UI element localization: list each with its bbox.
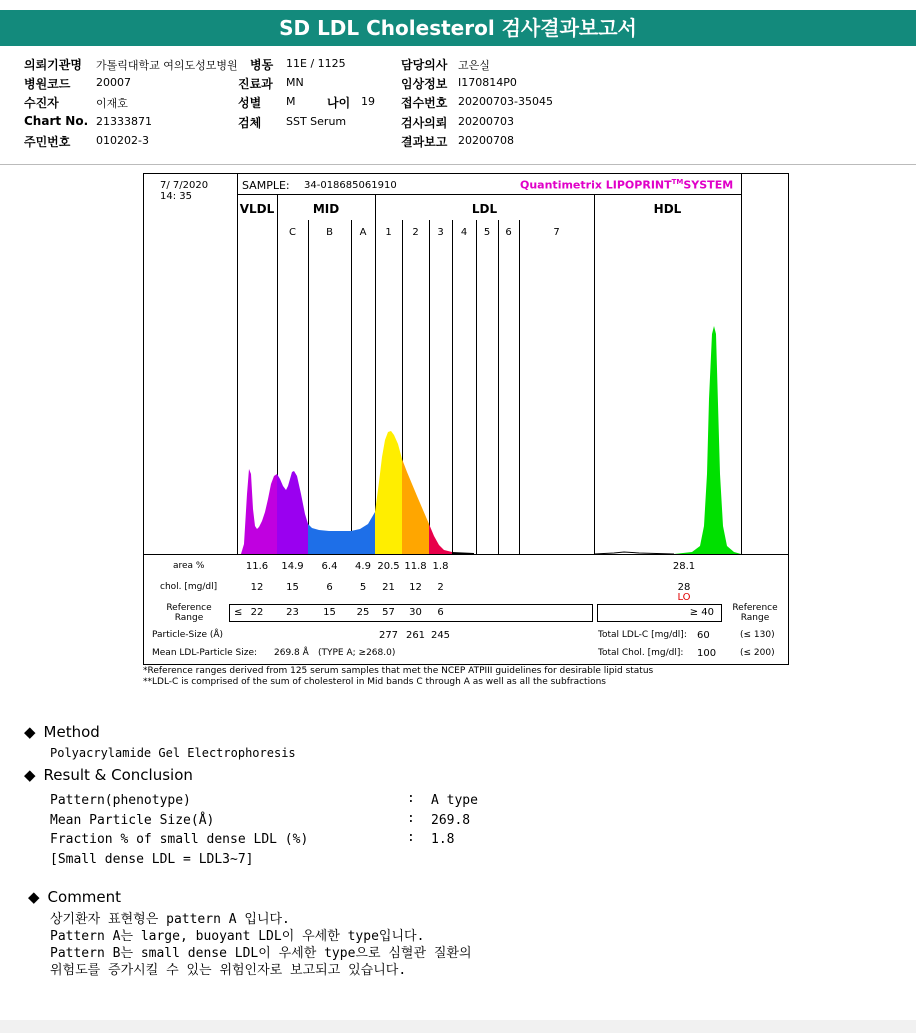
comment-line: 위험도를 증가시킬 수 있는 위험인자로 보고되고 있습니다. (50, 963, 407, 978)
band-b-label: B (326, 227, 333, 238)
specimen-value: SST Serum (286, 115, 347, 128)
ldl-label: LDL (471, 202, 498, 216)
vldl-label: VLDL (239, 202, 275, 216)
total-chol-label: Total Chol. [mg/dl]: (598, 648, 684, 658)
mean-size-label: Mean LDL-Particle Size: (152, 648, 258, 658)
chol-hdl: 28 (677, 582, 691, 593)
chol-vldl: 12 (250, 582, 264, 593)
particle-size-label: Particle-Size (Å) (152, 630, 224, 640)
id-label: 주민번호 (24, 135, 71, 149)
area-ldl2: 11.8 (404, 561, 427, 572)
band-5-label: 5 (483, 227, 491, 238)
report-date-label: 결과보고 (401, 135, 448, 149)
ward-label: 병동 (250, 58, 274, 72)
age-label: 나이 (327, 96, 351, 110)
ldl3-peak (429, 524, 452, 554)
patient-header (0, 52, 916, 165)
band-1-label: 1 (385, 227, 392, 238)
footnote-2: **LDL-C is comprised of the sum of cholesterol in Mid bands C through A as well as all the subfractions (143, 677, 606, 687)
result-colon: : (407, 811, 415, 826)
comment-line: Pattern B는 small dense LDL이 우세한 type으로 심혈관 질환의 (50, 946, 472, 961)
band-2-label: 2 (412, 227, 419, 238)
total-chol-value: 100 (697, 648, 717, 659)
result-fraction-label: Fraction % of small dense LDL (%) (50, 832, 309, 847)
result-note: [Small dense LDL = LDL3~7] (50, 852, 254, 867)
total-chol-ref: (≤ 200) (740, 648, 775, 658)
hospital-code-label: 병원코드 (24, 77, 71, 91)
chart-no-label: Chart No. (24, 114, 89, 128)
clinical-value: I170814P0 (458, 76, 517, 89)
patient-label: 수진자 (24, 96, 59, 110)
chol-ldl1: 21 (382, 582, 395, 593)
report-title: SD LDL Cholesterol 검사결과보고서 (0, 10, 916, 46)
bottom-band (0, 1020, 916, 1033)
area-ldl3: 1.8 (432, 561, 449, 572)
ward-value: 11E / 1125 (286, 57, 346, 70)
doctor-label: 담당의사 (401, 58, 448, 72)
result-pattern-label: Pattern(phenotype) (50, 793, 191, 808)
ref-a: 25 (356, 607, 370, 618)
mean-size-type: (TYPE A; ≥268.0) (318, 648, 396, 658)
diamond-bullet-icon: ◆ (24, 723, 36, 741)
total-ldl-ref: (≤ 130) (740, 630, 775, 640)
receipt-value: 20200703-35045 (458, 95, 553, 108)
result-colon: : (407, 791, 415, 806)
area-row-label: area % (173, 561, 205, 571)
dept-label: 진료과 (238, 77, 273, 91)
ref-hdl: ≥ 40 (689, 607, 714, 618)
result-colon: : (407, 830, 415, 845)
size-ldl3: 245 (430, 630, 451, 641)
chol-hdl-flag: LO (677, 592, 691, 603)
report-time: 14: 35 (160, 191, 192, 202)
report-date: 7/ 7/2020 (160, 180, 209, 191)
institution-label: 의뢰기관명 (24, 58, 82, 72)
clinical-label: 임상정보 (401, 77, 448, 91)
result-heading: ◆ Result & Conclusion (24, 766, 193, 784)
electropherogram (144, 174, 788, 564)
result-fraction-value: 1.8 (431, 832, 455, 847)
id-value: 010202-3 (96, 134, 149, 147)
area-a: 4.9 (355, 561, 371, 572)
specimen-label: 검체 (238, 116, 262, 130)
result-size-label: Mean Particle Size(Å) (50, 813, 215, 828)
ref-le-sign: ≤ (234, 607, 243, 618)
band-c-label: C (289, 227, 296, 238)
band-3-label: 3 (437, 227, 444, 238)
area-b: 6.4 (321, 561, 338, 572)
sample-label: SAMPLE: (242, 179, 290, 192)
size-ldl1: 277 (378, 630, 399, 641)
vldl-peak (241, 469, 277, 554)
ref-row-label-right-1: Reference (732, 603, 778, 613)
patient-value: 이재호 (96, 97, 128, 110)
chol-b: 6 (326, 582, 333, 593)
mid-b-peak (308, 524, 351, 554)
area-vldl: 11.6 (245, 561, 269, 572)
ref-row-label-2: Range (174, 613, 204, 623)
area-ldl1: 20.5 (377, 561, 400, 572)
area-c: 14.9 (281, 561, 304, 572)
lipoprint-report (143, 173, 789, 665)
chart-no-value: 21333871 (96, 115, 152, 128)
request-value: 20200703 (458, 115, 514, 128)
ref-b: 15 (323, 607, 336, 618)
data-divider (144, 554, 788, 555)
mid-a-peak (351, 512, 375, 554)
diamond-bullet-icon: ◆ (24, 766, 36, 784)
brand-logo: Quantimetrix LIPOPRINT™SYSTEM (520, 178, 734, 192)
chol-a: 5 (359, 582, 367, 593)
result-pattern-value: A type (431, 793, 478, 808)
ref-c: 23 (286, 607, 299, 618)
result-size-value: 269.8 (431, 813, 471, 828)
total-ldl-value: 60 (697, 630, 710, 641)
sex-value: M (286, 95, 296, 108)
comment-line: 상기환자 표현형은 pattern A 입니다. (50, 912, 290, 927)
sample-value: 34-018685061910 (304, 180, 397, 191)
hdl-label: HDL (653, 202, 682, 216)
hospital-code-value: 20007 (96, 76, 131, 89)
method-heading: ◆ Method (24, 723, 100, 741)
institution-value: 가톨릭대학교 여의도성모병원 (96, 59, 238, 72)
band-a-label: A (359, 227, 367, 238)
mid-label: MID (312, 202, 340, 216)
comment-heading: ◆ Comment (28, 888, 122, 906)
area-hdl: 28.1 (672, 561, 696, 572)
ref-ldl1: 57 (382, 607, 395, 618)
receipt-label: 접수번호 (401, 96, 448, 110)
chol-c: 15 (286, 582, 299, 593)
dept-value: MN (286, 76, 304, 89)
request-label: 검사의뢰 (401, 116, 448, 130)
diamond-bullet-icon: ◆ (28, 888, 40, 906)
doctor-value: 고은실 (458, 59, 490, 72)
ldl1-peak (375, 431, 402, 554)
hdl-peak (674, 326, 741, 554)
ldl2-peak (402, 459, 429, 554)
footnote-1: *Reference ranges derived from 125 serum samples that met the NCEP ATPIII guidelines for desirable lipid status (143, 666, 654, 676)
total-ldl-label: Total LDL-C [mg/dl]: (598, 630, 687, 640)
ref-row-label-right-2: Range (740, 613, 770, 623)
mean-size-value: 269.8 Å (274, 648, 309, 658)
ref-vldl: 22 (250, 607, 264, 618)
ref-ldl2: 30 (409, 607, 422, 618)
band-7-label: 7 (553, 227, 560, 238)
sex-label: 성별 (238, 96, 262, 110)
comment-line: Pattern A는 large, buoyant LDL이 우세한 type입니다. (50, 929, 425, 944)
band-6-label: 6 (505, 227, 512, 238)
report-date-value: 20200708 (458, 134, 514, 147)
band-4-label: 4 (460, 227, 468, 238)
chol-ldl3: 2 (437, 582, 444, 593)
chol-row-label: chol. [mg/dl] (160, 582, 218, 592)
size-ldl2: 261 (405, 630, 426, 641)
method-text: Polyacrylamide Gel Electrophoresis (50, 746, 296, 760)
chol-ldl2: 12 (409, 582, 422, 593)
ref-ldl3: 6 (437, 607, 444, 618)
age-value: 19 (361, 95, 375, 108)
mid-c-peak (277, 471, 308, 554)
ref-row-label-1: Reference (166, 603, 212, 613)
